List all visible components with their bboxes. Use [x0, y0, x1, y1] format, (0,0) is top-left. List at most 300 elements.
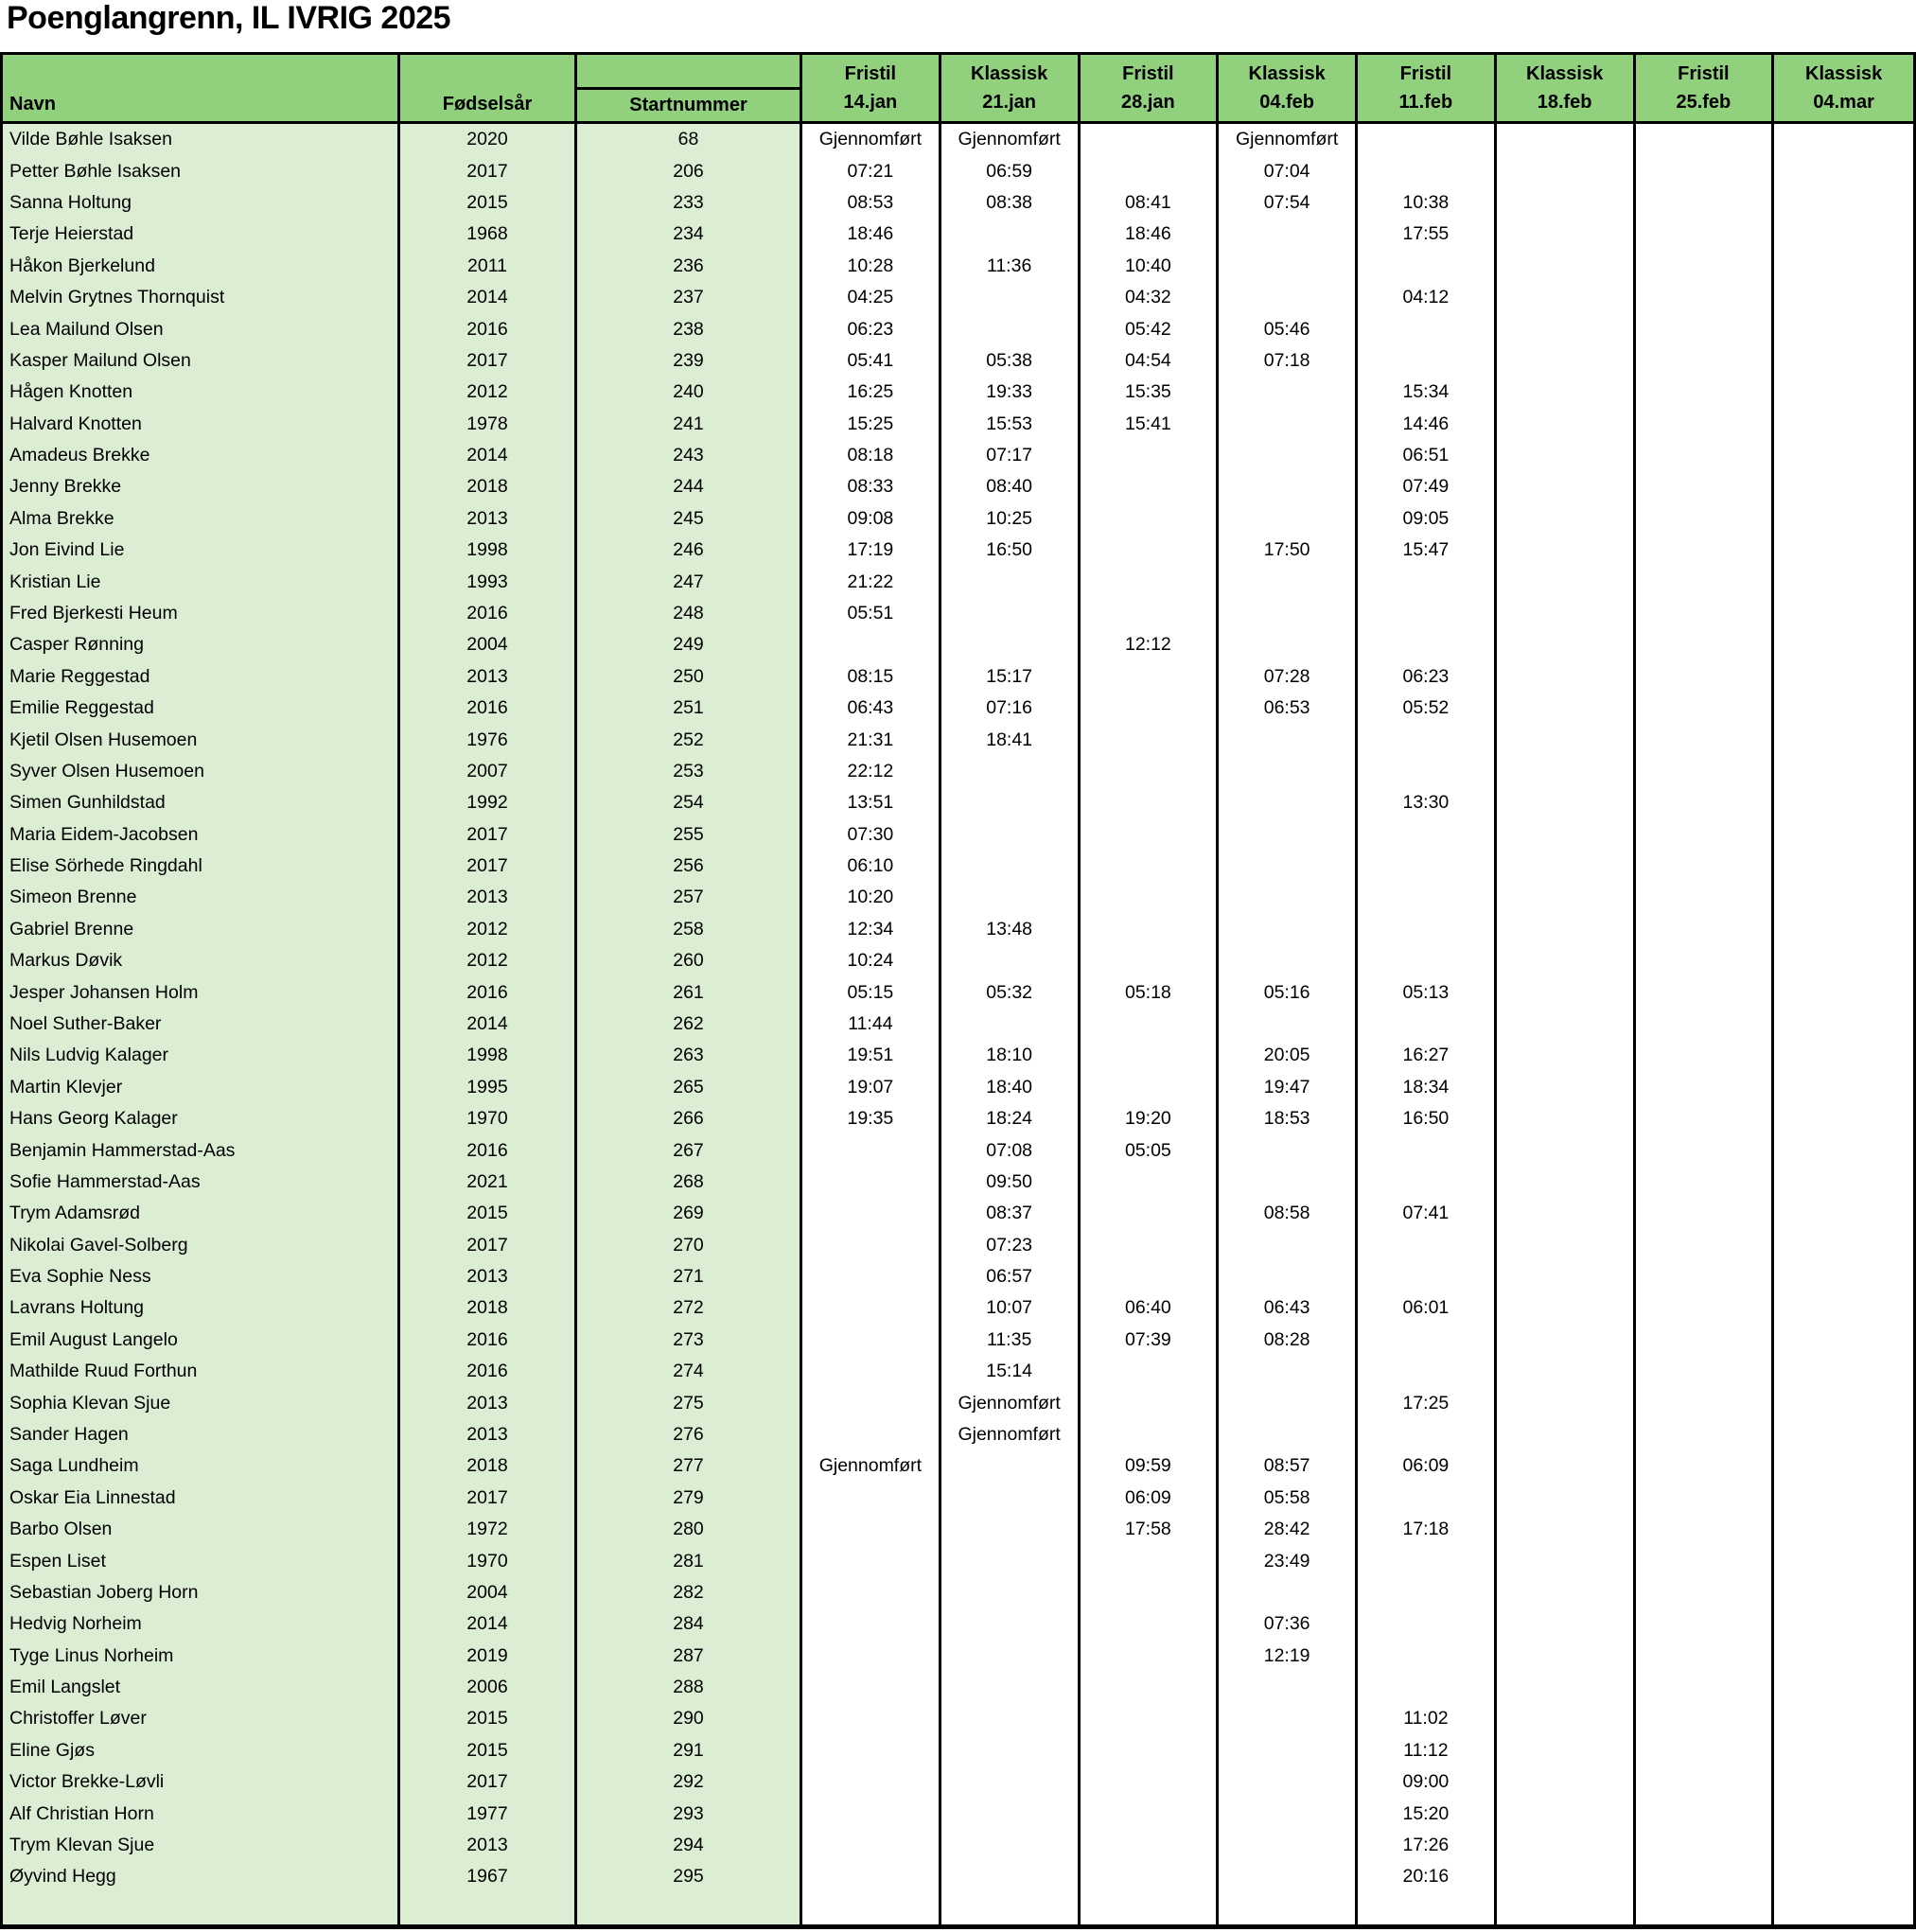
- row-55-result-04.mar: [1774, 1861, 1913, 1892]
- row-41-result-28.jan: [1081, 1419, 1220, 1450]
- row-26-birth-year: 2012: [400, 945, 577, 976]
- column-header-navn-label: Navn: [9, 94, 56, 114]
- session-date-label: 14.jan: [843, 92, 898, 113]
- row-38-result-14.jan: [802, 1325, 941, 1356]
- row-43-result-14.jan: [802, 1483, 941, 1514]
- row-53-start-number: 293: [577, 1798, 802, 1829]
- session-discipline-label: Fristil: [1122, 63, 1174, 84]
- row-50-result-21.jan: [941, 1703, 1081, 1734]
- row-55-birth-year: 1967: [400, 1861, 577, 1892]
- row-46-result-14.jan: [802, 1577, 941, 1608]
- row-56-result-18.feb: [1497, 1893, 1636, 1924]
- row-19-result-28.jan: [1081, 724, 1220, 755]
- row-13-result-11.feb: 15:47: [1358, 535, 1497, 566]
- row-14-result-25.feb: [1636, 566, 1775, 597]
- row-6-result-18.feb: [1497, 313, 1636, 344]
- row-35-birth-year: 2017: [400, 1230, 577, 1261]
- row-42-result-21.jan: [941, 1450, 1081, 1482]
- row-7-result-14.jan: 05:41: [802, 345, 941, 377]
- row-12-result-28.jan: [1081, 503, 1220, 535]
- row-44-start-number: 280: [577, 1514, 802, 1545]
- row-35-result-21.jan: 07:23: [941, 1230, 1081, 1261]
- row-52-name: Victor Brekke-Løvli: [3, 1766, 400, 1798]
- session-discipline-label: Klassisk: [971, 63, 1048, 84]
- row-9-name: Halvard Knotten: [3, 408, 400, 439]
- column-header-session-18.feb: [1497, 55, 1636, 124]
- row-15-result-04.feb: [1219, 598, 1358, 629]
- row-6-name: Lea Mailund Olsen: [3, 313, 400, 344]
- page-title: Poenglangrenn, IL IVRIG 2025: [7, 0, 451, 36]
- row-38-name: Emil August Langelo: [3, 1325, 400, 1356]
- row-28-result-04.feb: [1219, 1009, 1358, 1040]
- row-11-result-18.feb: [1497, 471, 1636, 502]
- row-20-result-28.jan: [1081, 756, 1220, 787]
- row-44-result-04.feb: 28:42: [1219, 1514, 1358, 1545]
- row-22-name: Maria Eidem-Jacobsen: [3, 818, 400, 850]
- row-35-result-04.feb: [1219, 1230, 1358, 1261]
- row-40-birth-year: 2013: [400, 1387, 577, 1418]
- row-38-result-21.jan: 11:35: [941, 1325, 1081, 1356]
- row-24-result-14.jan: 10:20: [802, 882, 941, 913]
- row-29-result-25.feb: [1636, 1040, 1775, 1071]
- row-35-result-28.jan: [1081, 1230, 1220, 1261]
- row-45-result-21.jan: [941, 1545, 1081, 1576]
- row-36-result-28.jan: [1081, 1261, 1220, 1292]
- row-33-name: Sofie Hammerstad-Aas: [3, 1167, 400, 1198]
- row-27-result-14.jan: 05:15: [802, 976, 941, 1008]
- row-6-result-04.feb: 05:46: [1219, 313, 1358, 344]
- row-52-start-number: 292: [577, 1766, 802, 1798]
- row-39-birth-year: 2016: [400, 1356, 577, 1387]
- row-56-result-11.feb: [1358, 1893, 1497, 1924]
- row-33-result-04.mar: [1774, 1167, 1913, 1198]
- row-9-start-number: 241: [577, 408, 802, 439]
- row-16-result-28.jan: 12:12: [1081, 629, 1220, 660]
- row-17-birth-year: 2013: [400, 661, 577, 693]
- row-12-result-04.mar: [1774, 503, 1913, 535]
- row-22-birth-year: 2017: [400, 818, 577, 850]
- row-27-result-11.feb: 05:13: [1358, 976, 1497, 1008]
- row-25-result-14.jan: 12:34: [802, 914, 941, 945]
- row-39-result-14.jan: [802, 1356, 941, 1387]
- row-2-birth-year: 2015: [400, 187, 577, 219]
- row-10-result-04.mar: [1774, 440, 1913, 471]
- row-36-result-14.jan: [802, 1261, 941, 1292]
- row-35-result-11.feb: [1358, 1230, 1497, 1261]
- row-36-result-18.feb: [1497, 1261, 1636, 1292]
- row-48-result-11.feb: [1358, 1641, 1497, 1672]
- row-34-result-18.feb: [1497, 1198, 1636, 1229]
- row-52-result-04.mar: [1774, 1766, 1913, 1798]
- row-56-start-number: [577, 1893, 802, 1924]
- row-30-result-04.mar: [1774, 1072, 1913, 1103]
- row-52-result-04.feb: [1219, 1766, 1358, 1798]
- row-27-birth-year: 2016: [400, 976, 577, 1008]
- row-36-birth-year: 2013: [400, 1261, 577, 1292]
- column-header-navn: [3, 55, 400, 124]
- row-42-result-25.feb: [1636, 1450, 1775, 1482]
- row-40-result-04.mar: [1774, 1387, 1913, 1418]
- row-22-result-04.feb: [1219, 818, 1358, 850]
- row-44-result-11.feb: 17:18: [1358, 1514, 1497, 1545]
- row-5-result-28.jan: 04:32: [1081, 282, 1220, 313]
- row-14-result-11.feb: [1358, 566, 1497, 597]
- row-26-name: Markus Døvik: [3, 945, 400, 976]
- row-31-birth-year: 1970: [400, 1103, 577, 1134]
- row-39-result-11.feb: [1358, 1356, 1497, 1387]
- row-0-result-11.feb: [1358, 124, 1497, 155]
- row-22-result-11.feb: [1358, 818, 1497, 850]
- row-55-result-28.jan: [1081, 1861, 1220, 1892]
- row-21-birth-year: 1992: [400, 787, 577, 818]
- row-4-result-14.jan: 10:28: [802, 251, 941, 282]
- row-0-result-04.mar: [1774, 124, 1913, 155]
- row-3-result-28.jan: 18:46: [1081, 219, 1220, 250]
- row-9-result-14.jan: 15:25: [802, 408, 941, 439]
- column-header-session-25.feb: [1636, 55, 1775, 124]
- row-8-result-21.jan: 19:33: [941, 377, 1081, 408]
- row-45-start-number: 281: [577, 1545, 802, 1576]
- row-3-result-14.jan: 18:46: [802, 219, 941, 250]
- row-25-result-11.feb: [1358, 914, 1497, 945]
- row-39-name: Mathilde Ruud Forthun: [3, 1356, 400, 1387]
- row-56-result-28.jan: [1081, 1893, 1220, 1924]
- row-18-result-04.mar: [1774, 693, 1913, 724]
- column-header-session-04.feb: [1219, 55, 1358, 124]
- row-19-result-18.feb: [1497, 724, 1636, 755]
- row-55-name: Øyvind Hegg: [3, 1861, 400, 1892]
- row-21-result-18.feb: [1497, 787, 1636, 818]
- row-41-start-number: 276: [577, 1419, 802, 1450]
- row-48-result-04.mar: [1774, 1641, 1913, 1672]
- row-43-birth-year: 2017: [400, 1483, 577, 1514]
- row-54-name: Trym Klevan Sjue: [3, 1830, 400, 1861]
- row-18-result-04.feb: 06:53: [1219, 693, 1358, 724]
- row-7-result-04.mar: [1774, 345, 1913, 377]
- row-29-result-11.feb: 16:27: [1358, 1040, 1497, 1071]
- session-date-label: 28.jan: [1121, 92, 1175, 113]
- row-44-result-18.feb: [1497, 1514, 1636, 1545]
- row-12-start-number: 245: [577, 503, 802, 535]
- row-20-birth-year: 2007: [400, 756, 577, 787]
- row-46-result-21.jan: [941, 1577, 1081, 1608]
- row-6-result-28.jan: 05:42: [1081, 313, 1220, 344]
- row-47-result-28.jan: [1081, 1608, 1220, 1640]
- row-44-name: Barbo Olsen: [3, 1514, 400, 1545]
- row-25-result-25.feb: [1636, 914, 1775, 945]
- row-49-start-number: 288: [577, 1672, 802, 1703]
- row-15-result-11.feb: [1358, 598, 1497, 629]
- row-16-result-04.mar: [1774, 629, 1913, 660]
- row-1-result-04.feb: 07:04: [1219, 155, 1358, 186]
- row-40-result-21.jan: Gjennomført: [941, 1387, 1081, 1418]
- row-32-result-14.jan: [802, 1134, 941, 1166]
- row-32-start-number: 267: [577, 1134, 802, 1166]
- row-47-result-04.feb: 07:36: [1219, 1608, 1358, 1640]
- row-31-result-21.jan: 18:24: [941, 1103, 1081, 1134]
- row-23-result-04.feb: [1219, 851, 1358, 882]
- row-49-result-21.jan: [941, 1672, 1081, 1703]
- row-56-result-25.feb: [1636, 1893, 1775, 1924]
- row-49-result-04.feb: [1219, 1672, 1358, 1703]
- row-52-result-21.jan: [941, 1766, 1081, 1798]
- row-25-start-number: 258: [577, 914, 802, 945]
- row-7-start-number: 239: [577, 345, 802, 377]
- row-31-result-11.feb: 16:50: [1358, 1103, 1497, 1134]
- row-31-start-number: 266: [577, 1103, 802, 1134]
- row-35-result-04.mar: [1774, 1230, 1913, 1261]
- row-11-result-28.jan: [1081, 471, 1220, 502]
- row-5-result-21.jan: [941, 282, 1081, 313]
- row-45-result-11.feb: [1358, 1545, 1497, 1576]
- row-0-result-21.jan: Gjennomført: [941, 124, 1081, 155]
- row-14-result-04.mar: [1774, 566, 1913, 597]
- row-51-result-11.feb: 11:12: [1358, 1735, 1497, 1766]
- row-7-result-11.feb: [1358, 345, 1497, 377]
- row-43-result-21.jan: [941, 1483, 1081, 1514]
- row-26-result-28.jan: [1081, 945, 1220, 976]
- row-11-name: Jenny Brekke: [3, 471, 400, 502]
- row-46-birth-year: 2004: [400, 1577, 577, 1608]
- row-1-result-25.feb: [1636, 155, 1775, 186]
- row-2-result-21.jan: 08:38: [941, 187, 1081, 219]
- row-50-result-11.feb: 11:02: [1358, 1703, 1497, 1734]
- row-15-birth-year: 2016: [400, 598, 577, 629]
- row-15-result-14.jan: 05:51: [802, 598, 941, 629]
- row-30-result-04.feb: 19:47: [1219, 1072, 1358, 1103]
- row-21-result-25.feb: [1636, 787, 1775, 818]
- row-15-name: Fred Bjerkesti Heum: [3, 598, 400, 629]
- row-9-result-04.feb: [1219, 408, 1358, 439]
- row-44-birth-year: 1972: [400, 1514, 577, 1545]
- row-13-name: Jon Eivind Lie: [3, 535, 400, 566]
- row-34-result-21.jan: 08:37: [941, 1198, 1081, 1229]
- row-42-result-04.mar: [1774, 1450, 1913, 1482]
- row-42-result-18.feb: [1497, 1450, 1636, 1482]
- row-20-result-18.feb: [1497, 756, 1636, 787]
- row-5-name: Melvin Grytnes Thornquist: [3, 282, 400, 313]
- row-5-result-04.feb: [1219, 282, 1358, 313]
- row-14-result-28.jan: [1081, 566, 1220, 597]
- row-31-result-25.feb: [1636, 1103, 1775, 1134]
- row-3-birth-year: 1968: [400, 219, 577, 250]
- row-7-result-04.feb: 07:18: [1219, 345, 1358, 377]
- row-2-name: Sanna Holtung: [3, 187, 400, 219]
- row-4-result-11.feb: [1358, 251, 1497, 282]
- row-43-result-18.feb: [1497, 1483, 1636, 1514]
- row-17-result-04.feb: 07:28: [1219, 661, 1358, 693]
- row-3-start-number: 234: [577, 219, 802, 250]
- row-48-result-18.feb: [1497, 1641, 1636, 1672]
- row-23-result-21.jan: [941, 851, 1081, 882]
- row-25-name: Gabriel Brenne: [3, 914, 400, 945]
- row-7-birth-year: 2017: [400, 345, 577, 377]
- row-41-result-11.feb: [1358, 1419, 1497, 1450]
- row-48-result-21.jan: [941, 1641, 1081, 1672]
- row-43-start-number: 279: [577, 1483, 802, 1514]
- row-55-result-11.feb: 20:16: [1358, 1861, 1497, 1892]
- row-50-result-04.feb: [1219, 1703, 1358, 1734]
- row-12-result-04.feb: [1219, 503, 1358, 535]
- row-2-result-11.feb: 10:38: [1358, 187, 1497, 219]
- row-10-result-18.feb: [1497, 440, 1636, 471]
- row-37-result-25.feb: [1636, 1292, 1775, 1324]
- row-5-start-number: 237: [577, 282, 802, 313]
- row-56-name: [3, 1893, 400, 1924]
- row-21-result-21.jan: [941, 787, 1081, 818]
- row-20-result-11.feb: [1358, 756, 1497, 787]
- row-24-result-25.feb: [1636, 882, 1775, 913]
- row-39-start-number: 274: [577, 1356, 802, 1387]
- row-42-name: Saga Lundheim: [3, 1450, 400, 1482]
- row-53-name: Alf Christian Horn: [3, 1798, 400, 1829]
- row-6-result-11.feb: [1358, 313, 1497, 344]
- row-16-result-25.feb: [1636, 629, 1775, 660]
- row-37-start-number: 272: [577, 1292, 802, 1324]
- row-16-result-14.jan: [802, 629, 941, 660]
- row-4-name: Håkon Bjerkelund: [3, 251, 400, 282]
- row-45-result-14.jan: [802, 1545, 941, 1576]
- row-46-name: Sebastian Joberg Horn: [3, 1577, 400, 1608]
- row-51-result-21.jan: [941, 1735, 1081, 1766]
- row-27-result-25.feb: [1636, 976, 1775, 1008]
- row-16-result-18.feb: [1497, 629, 1636, 660]
- row-43-result-04.feb: 05:58: [1219, 1483, 1358, 1514]
- row-20-result-25.feb: [1636, 756, 1775, 787]
- row-39-result-18.feb: [1497, 1356, 1636, 1387]
- row-55-result-14.jan: [802, 1861, 941, 1892]
- row-39-result-04.mar: [1774, 1356, 1913, 1387]
- row-6-result-25.feb: [1636, 313, 1775, 344]
- row-16-start-number: 249: [577, 629, 802, 660]
- row-32-name: Benjamin Hammerstad-Aas: [3, 1134, 400, 1166]
- row-15-start-number: 248: [577, 598, 802, 629]
- row-56-result-21.jan: [941, 1893, 1081, 1924]
- row-13-result-28.jan: [1081, 535, 1220, 566]
- row-29-birth-year: 1998: [400, 1040, 577, 1071]
- row-11-result-11.feb: 07:49: [1358, 471, 1497, 502]
- row-33-result-21.jan: 09:50: [941, 1167, 1081, 1198]
- row-13-result-21.jan: 16:50: [941, 535, 1081, 566]
- row-34-result-28.jan: [1081, 1198, 1220, 1229]
- row-0-result-18.feb: [1497, 124, 1636, 155]
- row-48-result-14.jan: [802, 1641, 941, 1672]
- session-discipline-label: Fristil: [1399, 63, 1452, 84]
- row-14-result-04.feb: [1219, 566, 1358, 597]
- row-28-result-04.mar: [1774, 1009, 1913, 1040]
- row-14-name: Kristian Lie: [3, 566, 400, 597]
- row-39-result-21.jan: 15:14: [941, 1356, 1081, 1387]
- row-52-result-11.feb: 09:00: [1358, 1766, 1497, 1798]
- row-8-start-number: 240: [577, 377, 802, 408]
- row-31-result-14.jan: 19:35: [802, 1103, 941, 1134]
- row-52-result-25.feb: [1636, 1766, 1775, 1798]
- row-25-result-04.mar: [1774, 914, 1913, 945]
- row-49-result-28.jan: [1081, 1672, 1220, 1703]
- row-48-result-04.feb: 12:19: [1219, 1641, 1358, 1672]
- row-33-result-04.feb: [1219, 1167, 1358, 1198]
- row-0-result-28.jan: [1081, 124, 1220, 155]
- row-53-result-25.feb: [1636, 1798, 1775, 1829]
- row-2-result-14.jan: 08:53: [802, 187, 941, 219]
- row-40-result-18.feb: [1497, 1387, 1636, 1418]
- row-37-result-14.jan: [802, 1292, 941, 1324]
- row-22-result-21.jan: [941, 818, 1081, 850]
- row-45-name: Espen Liset: [3, 1545, 400, 1576]
- row-51-name: Eline Gjøs: [3, 1735, 400, 1766]
- row-45-result-25.feb: [1636, 1545, 1775, 1576]
- row-5-result-14.jan: 04:25: [802, 282, 941, 313]
- session-discipline-label: Fristil: [844, 63, 897, 84]
- row-34-result-25.feb: [1636, 1198, 1775, 1229]
- row-8-result-14.jan: 16:25: [802, 377, 941, 408]
- row-12-name: Alma Brekke: [3, 503, 400, 535]
- row-2-result-28.jan: 08:41: [1081, 187, 1220, 219]
- session-date-label: 04.mar: [1813, 92, 1874, 113]
- row-43-result-25.feb: [1636, 1483, 1775, 1514]
- row-51-result-28.jan: [1081, 1735, 1220, 1766]
- row-38-result-04.mar: [1774, 1325, 1913, 1356]
- row-23-result-28.jan: [1081, 851, 1220, 882]
- row-52-result-14.jan: [802, 1766, 941, 1798]
- row-49-result-18.feb: [1497, 1672, 1636, 1703]
- row-45-result-04.mar: [1774, 1545, 1913, 1576]
- row-7-result-25.feb: [1636, 345, 1775, 377]
- row-7-result-18.feb: [1497, 345, 1636, 377]
- column-header-fodselsar: [400, 55, 577, 124]
- row-35-start-number: 270: [577, 1230, 802, 1261]
- row-41-result-18.feb: [1497, 1419, 1636, 1450]
- row-24-result-11.feb: [1358, 882, 1497, 913]
- row-28-result-28.jan: [1081, 1009, 1220, 1040]
- row-24-start-number: 257: [577, 882, 802, 913]
- row-41-name: Sander Hagen: [3, 1419, 400, 1450]
- row-50-result-14.jan: [802, 1703, 941, 1734]
- row-38-result-04.feb: 08:28: [1219, 1325, 1358, 1356]
- row-49-result-14.jan: [802, 1672, 941, 1703]
- row-30-start-number: 265: [577, 1072, 802, 1103]
- row-13-result-14.jan: 17:19: [802, 535, 941, 566]
- row-32-result-28.jan: 05:05: [1081, 1134, 1220, 1166]
- row-4-start-number: 236: [577, 251, 802, 282]
- row-25-result-18.feb: [1497, 914, 1636, 945]
- row-38-birth-year: 2016: [400, 1325, 577, 1356]
- row-49-birth-year: 2006: [400, 1672, 577, 1703]
- row-34-birth-year: 2015: [400, 1198, 577, 1229]
- row-30-result-25.feb: [1636, 1072, 1775, 1103]
- session-date-label: 11.feb: [1398, 92, 1453, 113]
- row-2-result-04.mar: [1774, 187, 1913, 219]
- column-header-fodselsar-label: Fødselsår: [442, 94, 533, 114]
- row-6-birth-year: 2016: [400, 313, 577, 344]
- row-20-result-04.mar: [1774, 756, 1913, 787]
- row-31-result-28.jan: 19:20: [1081, 1103, 1220, 1134]
- row-3-result-11.feb: 17:55: [1358, 219, 1497, 250]
- row-6-result-21.jan: [941, 313, 1081, 344]
- row-25-result-28.jan: [1081, 914, 1220, 945]
- row-3-result-25.feb: [1636, 219, 1775, 250]
- row-14-result-14.jan: 21:22: [802, 566, 941, 597]
- row-18-name: Emilie Reggestad: [3, 693, 400, 724]
- row-31-result-04.feb: 18:53: [1219, 1103, 1358, 1134]
- row-42-start-number: 277: [577, 1450, 802, 1482]
- row-19-result-14.jan: 21:31: [802, 724, 941, 755]
- row-37-result-04.mar: [1774, 1292, 1913, 1324]
- row-26-result-11.feb: [1358, 945, 1497, 976]
- row-24-result-18.feb: [1497, 882, 1636, 913]
- row-29-result-18.feb: [1497, 1040, 1636, 1071]
- row-19-result-04.feb: [1219, 724, 1358, 755]
